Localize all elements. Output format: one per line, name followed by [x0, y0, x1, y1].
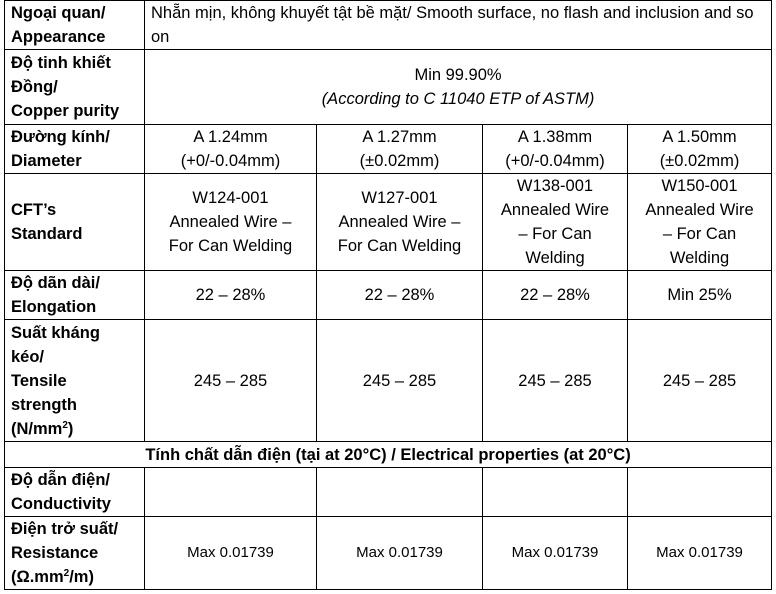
conductivity-value — [145, 468, 317, 517]
resistance-label: Điện trở suất/ Resistance $(\Omega.mm^2/m)$ — [5, 517, 145, 590]
diameter-cell: A 1.38mm (+0/-0.04mm) — [483, 125, 628, 174]
purity-note: (According to C 11040 ETP of ASTM) — [321, 90, 595, 108]
section-header: Tính chất dẫn điện (tại at 20°C) / Electrical properties (at 20°C) — [5, 442, 772, 468]
tensile-label: Suất kháng kéo/ Tensile strength $(N/mm^2)$ — [5, 320, 145, 442]
elongation-label: Độ dãn dài/ Elongation — [5, 271, 145, 320]
standard-label: CFT’s Standard — [5, 174, 145, 271]
elongation-row — [5, 271, 772, 320]
tensile-value: 245 – 285 — [145, 320, 317, 442]
diameter-row — [5, 125, 772, 174]
conductivity-label: Độ dẫn điện/ Conductivity — [5, 468, 145, 517]
standard-row — [5, 174, 772, 271]
tensile-value: 245 – 285 — [483, 320, 628, 442]
diameter-cell: A 1.50mm (±0.02mm) — [628, 125, 772, 174]
standard-cell: W124-001 Annealed Wire – For Can Welding — [145, 174, 317, 271]
standard-cell: W150-001 Annealed Wire – For Can Welding — [628, 174, 772, 271]
conductivity-value — [483, 468, 628, 517]
purity-label: Độ tinh khiết Đồng/ Copper purity — [5, 50, 145, 125]
tensile-value: 245 – 285 — [628, 320, 772, 442]
resistance-value: Max 0.01739 — [317, 517, 483, 590]
elongation-value: 22 – 28% — [483, 271, 628, 320]
resistance-value: Max 0.01739 — [483, 517, 628, 590]
standard-cell: W138-001 Annealed Wire – For Can Welding — [483, 174, 628, 271]
conductivity-value — [628, 468, 772, 517]
appearance-row — [5, 1, 772, 50]
elongation-value: 22 – 28% — [317, 271, 483, 320]
conductivity-value — [317, 468, 483, 517]
purity-value: Min 99.90% (According to C 11040 ETP of ASTM) — [145, 50, 772, 125]
resistance-value: Max 0.01739 — [145, 517, 317, 590]
appearance-label: Ngoại quan/ Appearance — [5, 1, 145, 50]
tensile-unit: $(N/mm^2)$ — [11, 419, 74, 438]
elongation-value: 22 – 28% — [145, 271, 317, 320]
tensile-row — [5, 320, 772, 442]
resistance-unit: $(\Omega.mm^2/m)$ — [11, 568, 94, 586]
purity-row — [5, 50, 772, 125]
conductivity-row — [5, 468, 772, 517]
diameter-cell: A 1.24mm (+0/-0.04mm) — [145, 125, 317, 174]
resistance-row — [5, 517, 772, 590]
elongation-value: Min 25% — [628, 271, 772, 320]
resistance-value: Max 0.01739 — [628, 517, 772, 590]
tensile-value: 245 – 285 — [317, 320, 483, 442]
appearance-value: Nhẵn mịn, không khuyết tật bề mặt/ Smooth surface, no flash and inclusion and so on — [145, 1, 772, 50]
diameter-label: Đường kính/ Diameter — [5, 125, 145, 174]
section-header-row — [5, 442, 772, 468]
diameter-cell: A 1.27mm (±0.02mm) — [317, 125, 483, 174]
spec-table — [4, 0, 772, 590]
standard-cell: W127-001 Annealed Wire – For Can Welding — [317, 174, 483, 271]
